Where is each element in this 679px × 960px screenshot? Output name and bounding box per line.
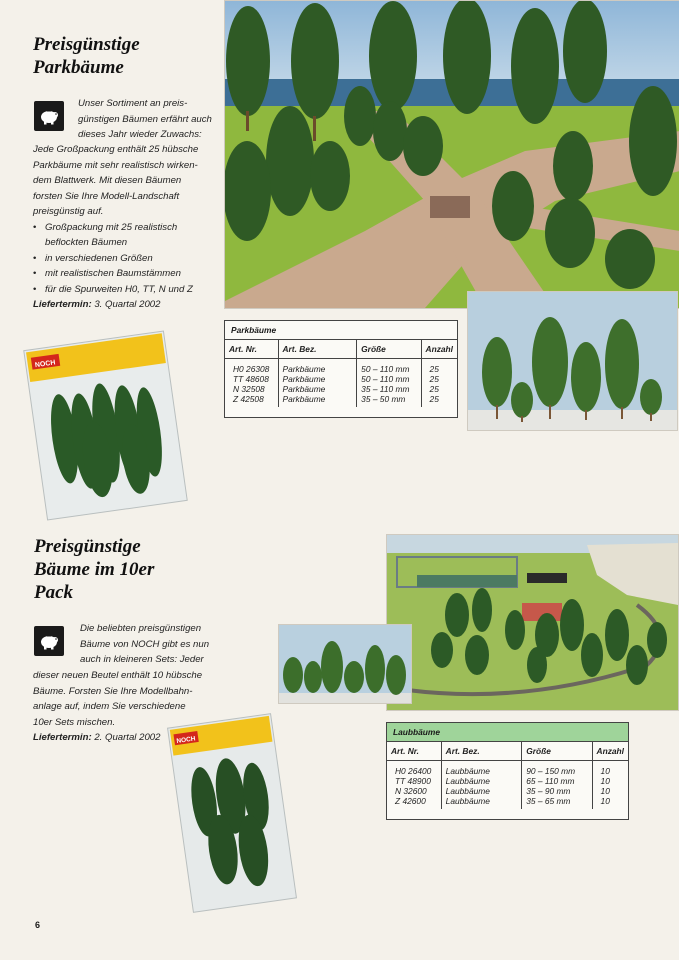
delivery-value: 3. Quartal 2002 bbox=[94, 299, 161, 310]
body-line: Bäume von NOCH gibt es nun bbox=[80, 638, 210, 650]
tree-package-illustration bbox=[22, 329, 190, 522]
body-line: dieser neuen Beutel enthält 10 hübsche bbox=[33, 670, 203, 681]
table-row: H0 26400 Laubbäume 90 – 150 mm 10 bbox=[387, 761, 628, 777]
column-header: Art. Nr. bbox=[391, 746, 419, 756]
body-line: 10er Sets mischen. bbox=[33, 716, 116, 728]
piggy-bank-icon bbox=[34, 626, 64, 656]
park-scene-photo bbox=[224, 0, 679, 309]
table-row: TT 48900 Laubbäume 65 – 110 mm 10 bbox=[387, 776, 628, 786]
delivery-label: Liefertermin: bbox=[33, 732, 92, 743]
body-line: forsten Sie Ihre Modell-Landschaft bbox=[33, 190, 180, 202]
park-scene-illustration bbox=[225, 1, 679, 308]
deciduous-trees-lineup-photo bbox=[278, 624, 412, 704]
column-header: Anzahl bbox=[592, 742, 628, 761]
column-header: Größe bbox=[522, 742, 592, 761]
feature-list bbox=[33, 220, 223, 298]
tree-package-illustration bbox=[165, 711, 298, 914]
tree-package-image bbox=[165, 711, 298, 914]
park-trees-lineup-illustration bbox=[468, 292, 677, 430]
section1-title-line1: Preisgünstige bbox=[33, 34, 140, 55]
intro-line: Unser Sortiment an preis- bbox=[78, 98, 188, 109]
body-line: dem Blattwerk. Mit diesen Bäumen bbox=[33, 175, 182, 186]
table-row: N 32600 Laubbäume 35 – 90 mm 10 bbox=[387, 786, 628, 796]
column-header: Art. Nr. bbox=[229, 344, 257, 354]
column-header: Art. Bez. bbox=[278, 340, 357, 359]
body-line: Bäume. Forsten Sie Ihre Modellbahn- bbox=[33, 685, 193, 697]
body-line: preisgünstig auf. bbox=[33, 206, 104, 217]
intro-line: günstigen Bäumen erfährt auch bbox=[78, 113, 212, 125]
tree-package-image bbox=[22, 329, 190, 522]
delivery-date bbox=[33, 297, 223, 313]
railway-layout-photo bbox=[386, 534, 679, 711]
deciduous-trees-lineup-illustration bbox=[279, 625, 411, 703]
table-title: Parkbäume bbox=[225, 321, 457, 340]
parkbaeume-spec-table bbox=[224, 320, 458, 418]
feature-item: • in verschiedenen Größen bbox=[33, 251, 223, 267]
feature-item: • Großpackung mit 25 realistisch bbox=[33, 220, 223, 236]
table-row: Z 42600 Laubbäume 35 – 65 mm 10 bbox=[387, 796, 628, 809]
column-header: Art. Bez. bbox=[441, 742, 522, 761]
table-row: Z 42508 Parkbäume 35 – 50 mm 25 bbox=[225, 394, 457, 407]
column-header: Anzahl bbox=[421, 340, 457, 359]
section2-title-line3: Pack bbox=[34, 582, 74, 603]
intro-line: dieses Jahr wieder Zuwachs: bbox=[78, 129, 202, 140]
table-row: H0 26308 Parkbäume 50 – 110 mm 25 bbox=[225, 359, 457, 375]
section1-title-line2: Parkbäume bbox=[33, 57, 124, 78]
body-line: Parkbäume mit sehr realistisch wirken- bbox=[33, 159, 198, 171]
body-line: auch in kleineren Sets: Jeder bbox=[80, 654, 204, 665]
table-header-row bbox=[225, 340, 457, 359]
railway-layout-illustration bbox=[387, 535, 678, 710]
table-row: N 32508 Parkbäume 35 – 110 mm 25 bbox=[225, 384, 457, 394]
table-header-row bbox=[387, 742, 628, 761]
spec-table bbox=[387, 742, 628, 809]
section2-title bbox=[34, 535, 154, 604]
column-header: Größe bbox=[357, 340, 421, 359]
package-brand: NOCH bbox=[34, 359, 56, 370]
delivery-value: 2. Quartal 2002 bbox=[94, 732, 161, 743]
section2-intro bbox=[80, 621, 220, 668]
delivery-label: Liefertermin: bbox=[33, 299, 92, 310]
body-line: anlage auf, indem Sie verschiedene bbox=[33, 701, 186, 712]
section1-body bbox=[33, 142, 223, 313]
feature-item-continued: beflockten Bäumen bbox=[45, 237, 128, 248]
piggy-bank-icon bbox=[34, 101, 64, 131]
body-line: Jede Großpackung enthält 25 hübsche bbox=[33, 144, 199, 155]
feature-item: • mit realistischen Baumstämmen bbox=[33, 266, 223, 282]
package-brand: NOCH bbox=[176, 735, 196, 745]
body-line: Die beliebten preisgünstigen bbox=[80, 623, 202, 634]
section2-title-line1: Preisgünstige bbox=[34, 536, 141, 557]
table-title: Laubbäume bbox=[387, 723, 628, 742]
section1-title bbox=[33, 33, 140, 79]
page-number: 6 bbox=[35, 920, 41, 930]
section2-title-line2: Bäume im 10er bbox=[34, 559, 155, 580]
laubbaeume-spec-table bbox=[386, 722, 629, 820]
section1-intro bbox=[78, 96, 218, 143]
table-row: TT 48608 Parkbäume 50 – 110 mm 25 bbox=[225, 374, 457, 384]
park-trees-lineup-photo bbox=[467, 291, 678, 431]
feature-item: • für die Spurweiten H0, TT, N und Z bbox=[33, 282, 223, 298]
spec-table bbox=[225, 340, 457, 407]
